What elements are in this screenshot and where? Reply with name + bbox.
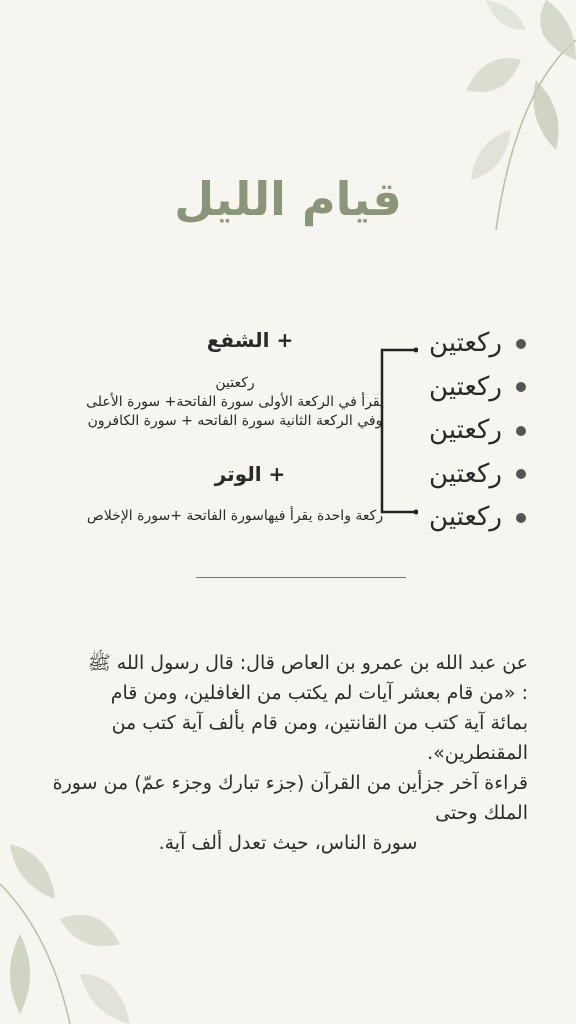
bullet-icon [516,339,526,349]
witr-description: ركعة واحدة يقرأ فيهاسورة الفاتحة +سورة الإخلاص [86,508,384,524]
list-item: ركعتين [429,409,526,453]
list-item: ركعتين [429,322,526,366]
list-item: ركعتين [429,496,526,540]
divider [196,577,406,578]
bullet-icon [516,513,526,523]
shafa-heading: + الشفع [206,328,294,352]
page-title: قيام الليل [174,172,402,226]
shafa-description: ركعتين يقرأ في الركعة الأولى سورة الفاتحة+ سورة الأعلى وفي الركعة الثانية سورة الفاتحه + سورة الكافرون [86,375,384,429]
bullet-icon [516,469,526,479]
witr-heading: + الوتر [214,462,286,486]
hadith-text: عن عبد الله بن عمرو بن العاص قال: قال رسول الله ﷺ : «من قام بعشر آيات لم يكتب من الغافلين، ومن قام بمائة آية كتب من القانتين، ومن قام بألف آية كتب من المقنطرين». قراءة آخر جزأين من القرآن (جزء تبارك وجزء عمّ) من سورة الملك وحتى سورة الناس، حيث تعدل ألف آية. [52,652,528,854]
rakaat-list [429,322,526,540]
list-item: ركعتين [429,366,526,410]
bullet-icon [516,426,526,436]
bracket-icon [378,346,418,516]
list-item: ركعتين [429,453,526,497]
bullet-icon [516,382,526,392]
